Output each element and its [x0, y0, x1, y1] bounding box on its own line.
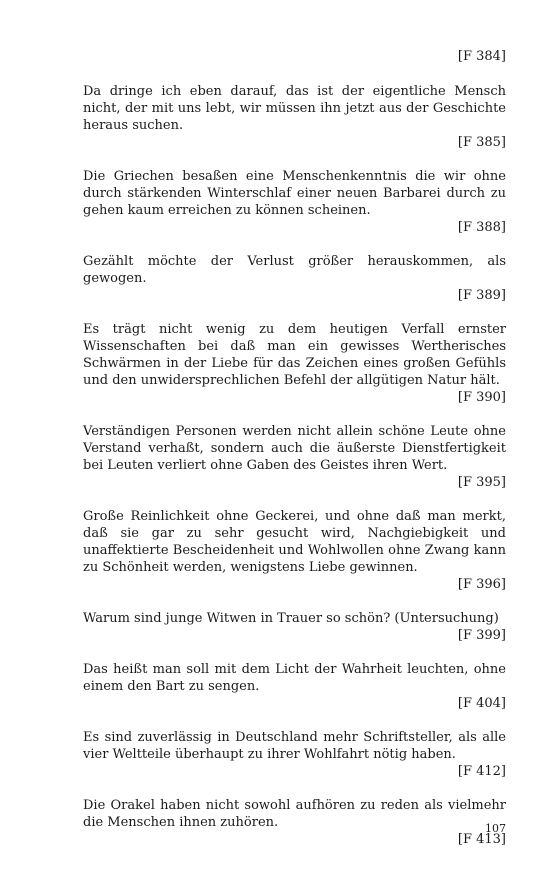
aphorism-text: Es sind zuverlässig in Deutschland mehr Schriftsteller, als alle vier Weltteile überhaupt zu ihrer Wohlfahrt nötig haben.: [83, 730, 506, 762]
page-body: [83, 48, 506, 865]
aphorism-reference: [F 399]: [457, 628, 506, 643]
aphorism-text: Verständigen Personen werden nicht allein schöne Leute ohne Verstand verhaßt, sondern auch die äußerste Dienstfertigkeit bei Leuten verliert ohne Gaben des Geistes ihren Wert.: [83, 424, 506, 473]
aphorism-entry: [83, 83, 506, 151]
aphorism-reference: [F 385]: [457, 135, 506, 150]
aphorism-text: Da dringe ich eben darauf, das ist der eigentliche Mensch nicht, der mit uns lebt, wir müssen ihn jetzt aus der Geschichte heraus suchen.: [83, 84, 506, 133]
aphorism-text: Es trägt nicht wenig zu dem heutigen Verfall ernster Wissenschaften bei daß man ein gewisses Wertherisches Schwärmen in der Liebe für das Zeichen eines großen Gefühls und den unwidersprechlichen Befehl der allgütigen Natur hält.: [83, 322, 506, 388]
aphorism-entry: [83, 610, 506, 644]
aphorism-entry: [83, 423, 506, 491]
aphorism-reference: [F 388]: [457, 220, 506, 235]
aphorism-entry: [83, 508, 506, 593]
aphorism-text: Große Reinlichkeit ohne Geckerei, und ohne daß man merkt, daß sie gar zu sehr gesucht wird, Nachgiebigkeit und unaffektierte Bescheidenheit und Wohlwollen ohne Zwang kann zu Schönheit werden, wenigstens Liebe gewinnen.: [83, 509, 506, 575]
aphorism-reference: [F 390]: [457, 390, 506, 405]
aphorism-reference: [F 413]: [457, 832, 506, 847]
aphorism-entry: [83, 729, 506, 780]
aphorism-entry: [83, 321, 506, 406]
aphorism-reference: [F 412]: [457, 764, 506, 779]
aphorism-reference: [F 396]: [457, 577, 506, 592]
aphorism-text: Die Griechen besaßen eine Menschenkenntnis die wir ohne durch stärkenden Winterschlaf einer neuen Barbarei durch zu gehen kaum erreichen zu können scheinen.: [83, 169, 506, 218]
aphorism-reference: [F 404]: [457, 696, 506, 711]
aphorism-text: Gezählt möchte der Verlust größer herauskommen, als gewogen.: [83, 254, 506, 286]
aphorism-entry: [83, 168, 506, 236]
continued-entry-reference: [F 384]: [457, 49, 506, 64]
aphorism-text: Die Orakel haben nicht sowohl aufhören zu reden als vielmehr die Menschen ihnen zuhören.: [83, 798, 506, 830]
aphorism-entry: [83, 797, 506, 848]
aphorism-entry: [83, 253, 506, 304]
aphorism-text: Warum sind junge Witwen in Trauer so schön? (Untersuchung): [83, 611, 499, 626]
aphorism-reference: [F 395]: [457, 475, 506, 490]
aphorism-reference: [F 389]: [457, 288, 506, 303]
aphorism-text: Das heißt man soll mit dem Licht der Wahrheit leuchten, ohne einem den Bart zu sengen.: [83, 662, 506, 694]
page-number: 107: [485, 822, 506, 835]
aphorism-entry: [83, 661, 506, 712]
